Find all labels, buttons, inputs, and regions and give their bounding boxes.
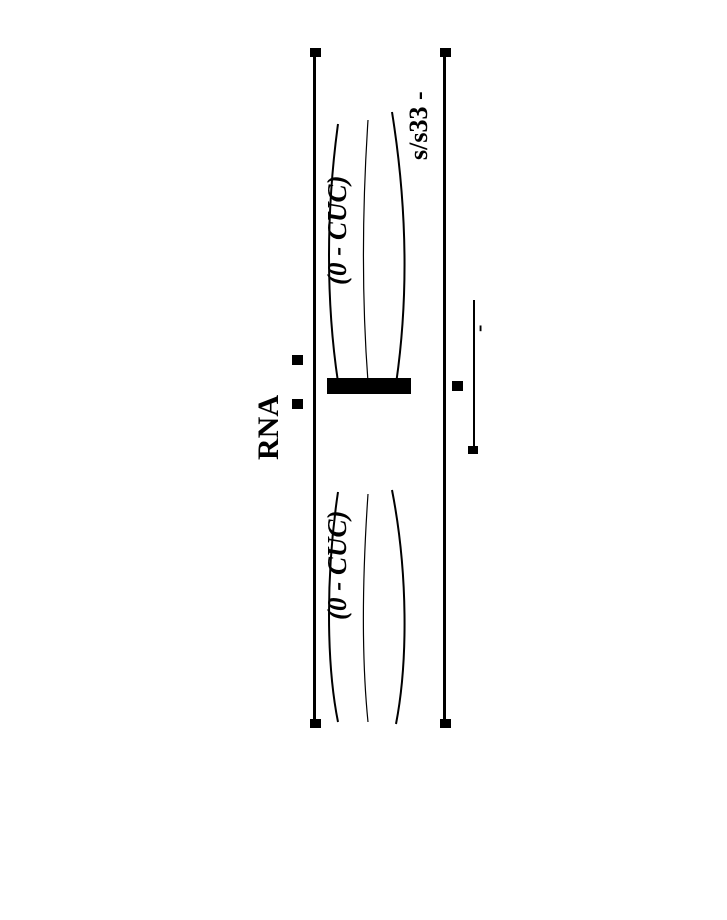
lane-label-top: (0 - CUC) (322, 175, 352, 285)
marker-mark-right (452, 381, 463, 391)
lane-label-bottom: (0 - CUC) (322, 510, 352, 620)
sample-label: RNA (252, 395, 285, 460)
sample-mark-lower (292, 399, 303, 409)
right-tick-label: - (466, 324, 491, 332)
size-marker-label: s/s33 - (404, 91, 433, 160)
marker-rule-right (473, 300, 475, 448)
sample-mark-upper (292, 355, 303, 365)
marker-rule-end-mark (468, 446, 478, 454)
